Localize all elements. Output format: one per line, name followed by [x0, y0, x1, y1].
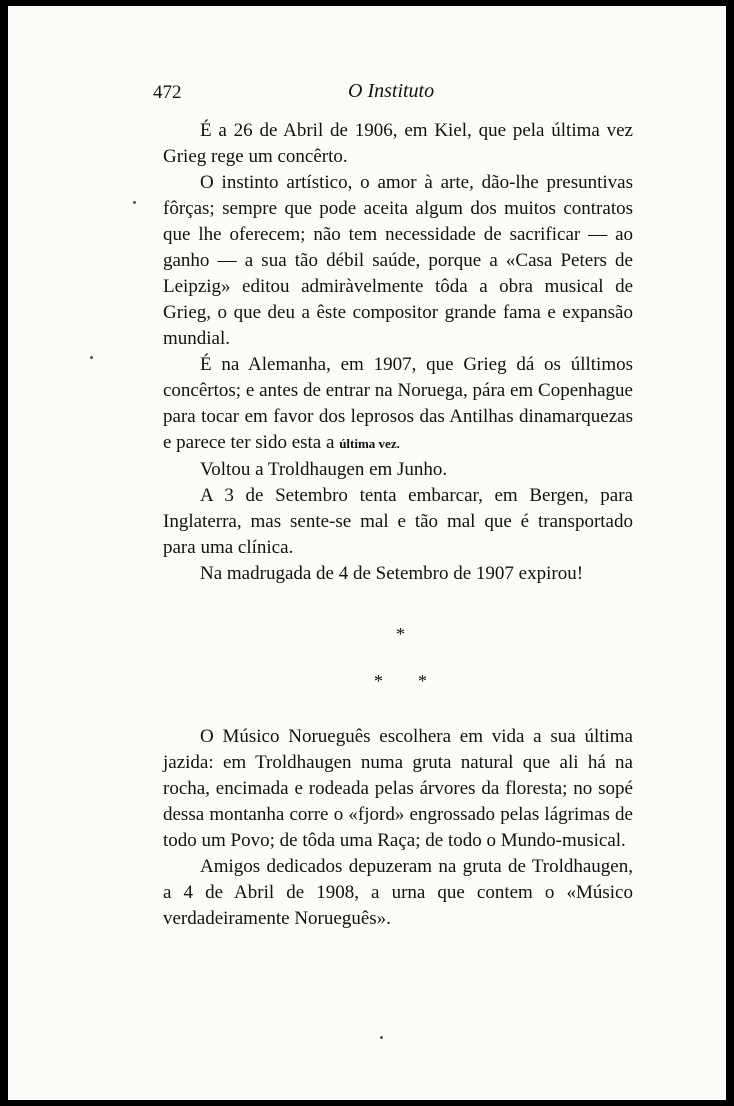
paragraph	[163, 352, 633, 457]
section-break	[338, 616, 458, 696]
paragraph: O instinto artístico, o amor à arte, dão-lhe presuntivas fôrças; sempre que pode aceita algum dos muitos contratos que lhe oferecem; não tem necessidade de sacrificar — ao ganho — a sua tão débil saúde, porque a «Casa Peters de Leipzig» editou admiràvelmente tôda a obra musical de Grieg, o que deu a êste compositor grande fama e expansão mundial.	[163, 172, 633, 349]
emphasis-last-time: última vez.	[339, 436, 400, 451]
body-text-top	[163, 118, 633, 587]
section-star: *	[418, 671, 427, 691]
page-header	[153, 78, 598, 112]
print-speck	[90, 356, 93, 359]
section-star: *	[396, 624, 405, 644]
print-speck	[133, 201, 136, 204]
paragraph: Na madrugada de 4 de Setembro de 1907 expirou!	[200, 563, 584, 584]
print-speck	[380, 1036, 383, 1039]
section-star: *	[374, 671, 383, 691]
paragraph: É a 26 de Abril de 1906, em Kiel, que pela última vez Grieg rege um concêrto.	[163, 120, 633, 167]
paragraph: Amigos dedicados depuzeram na gruta de Troldhaugen, a 4 de Abril de 1908, a urna que contem o «Músico verdadeiramente Norueguês».	[163, 856, 633, 929]
paragraph-text: É na Alemanha, em 1907, que Grieg dá os úlltimos concêrtos; e antes de entrar na Noruega, pára em Copenhague para tocar em favor dos leprosos das Antilhas dinamarquezas e parece ter sido esta a	[163, 354, 633, 453]
paragraph: O Músico Norueguês escolhera em vida a sua última jazida: em Troldhaugen numa gruta natural que ali há na rocha, encimada e rodeada pelas árvores da floresta; no sopé dessa montanha corre o «fjord» engrossado pelas lágrimas de todo um Povo; de tôda uma Raça; de todo o Mundo-musical.	[163, 726, 633, 851]
book-page	[8, 6, 726, 1100]
page-number: 472	[153, 82, 182, 103]
body-text-bottom	[163, 724, 633, 932]
paragraph: A 3 de Setembro tenta embarcar, em Bergen, para Inglaterra, mas sente-se mal e tão mal que é transportado para uma clínica.	[163, 485, 633, 558]
running-title: O Instituto	[348, 80, 435, 102]
paragraph: Voltou a Troldhaugen em Junho.	[200, 459, 448, 480]
